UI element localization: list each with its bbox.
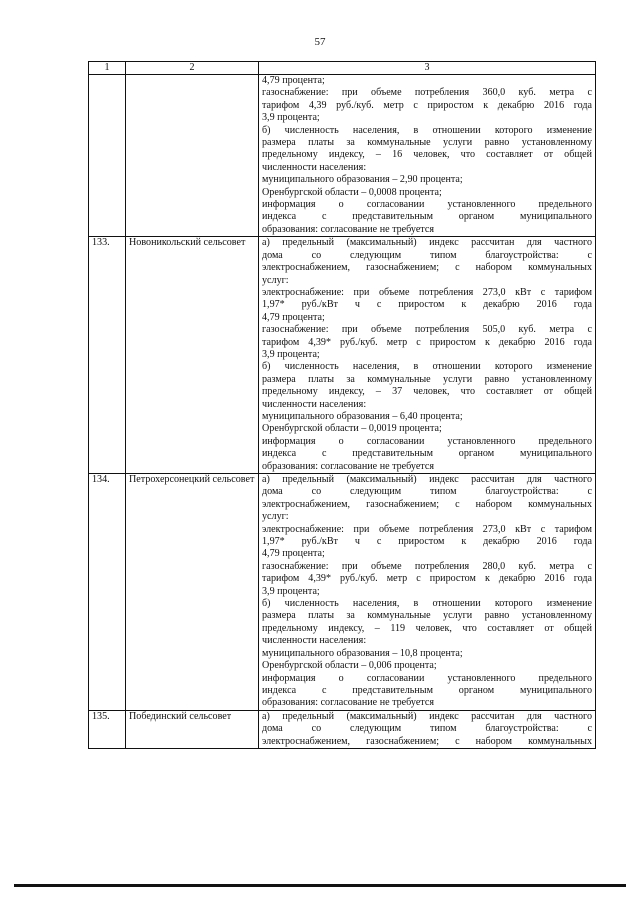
column-header: 1 <box>89 62 126 75</box>
settlement-name: Побединский сельсовет <box>126 710 259 748</box>
description-line: дома со следующим типом благоустройства: с <box>262 249 592 261</box>
description-line: газоснабжение: при объеме потребления 360,0 куб. метра с <box>262 87 592 99</box>
page-number: 57 <box>314 36 326 48</box>
description-line: электроснабжением, газоснабжением; с набором коммунальных <box>262 735 592 747</box>
description-line: электроснабжением, газоснабжением; с набором коммунальных <box>262 262 592 274</box>
description-line: информация о согласовании установленного предельного <box>262 435 592 447</box>
table-row <box>89 237 596 474</box>
description-line: услуг: <box>262 274 289 286</box>
description-line: Оренбургской области – 0,0008 процента; <box>262 186 442 198</box>
description-line: образования: согласование не требуется <box>262 460 434 472</box>
description-line: предельному индексу, – 37 человек, что составляет от общей <box>262 386 592 398</box>
description-line: индекса с представительным органом муниципального <box>262 448 592 460</box>
description-line: тарифом 4,39* руб./куб. метр с приростом к декабрю 2016 года <box>262 336 592 348</box>
description-line: а) предельный (максимальный) индекс рассчитан для частного <box>262 474 592 485</box>
description-line: информация о согласовании установленного предельного <box>262 672 592 684</box>
description-line: 4,79 процента; <box>262 75 325 86</box>
index-description <box>259 474 596 711</box>
row-number <box>89 75 126 237</box>
footer-rule <box>14 884 626 887</box>
description-line: размера платы за коммунальные услуги равно установленному <box>262 373 592 385</box>
description-line: 1,97* руб./кВт ч с приростом к декабрю 2016 года <box>262 536 592 548</box>
description-line: Оренбургской области – 0,006 процента; <box>262 660 437 672</box>
description-line: электроснабжением, газоснабжением; с набором коммунальных <box>262 498 592 510</box>
row-number: 135. <box>89 710 126 748</box>
description-line: муниципального образования – 10,8 процента; <box>262 647 463 659</box>
description-line: газоснабжение: при объеме потребления 505,0 куб. метра с <box>262 324 592 336</box>
description-line: а) предельный (максимальный) индекс рассчитан для частного <box>262 237 592 249</box>
description-line: индекса с представительным органом муниципального <box>262 211 592 223</box>
description-line: а) предельный (максимальный) индекс рассчитан для частного <box>262 710 592 722</box>
description-line: б) численность населения, в отношении которого изменение <box>262 361 592 373</box>
description-line: образования: согласование не требуется <box>262 223 434 235</box>
description-line: Оренбургской области – 0,0019 процента; <box>262 423 442 435</box>
description-line: 1,97* руб./кВт ч с приростом к декабрю 2016 года <box>262 299 592 311</box>
description-line: 4,79 процента; <box>262 548 325 560</box>
index-description <box>259 75 596 237</box>
index-description <box>259 237 596 474</box>
description-line: образования: согласование не требуется <box>262 697 434 709</box>
description-line: 4,79 процента; <box>262 311 325 323</box>
row-number: 134. <box>89 474 126 711</box>
description-line: б) численность населения, в отношении которого изменение <box>262 598 592 610</box>
table-row <box>89 710 596 748</box>
description-line: численности населения: <box>262 398 367 410</box>
description-line: 3,9 процента; <box>262 348 320 360</box>
description-line: услуг: <box>262 511 289 523</box>
description-line: электроснабжение: при объеме потребления 273,0 кВт с тарифом <box>262 286 592 298</box>
description-line: муниципального образования – 6,40 процента; <box>262 410 463 422</box>
index-table <box>88 61 596 749</box>
description-line: электроснабжение: при объеме потребления 273,0 кВт с тарифом <box>262 523 592 535</box>
description-line: дома со следующим типом благоустройства: с <box>262 723 592 735</box>
description-line: размера платы за коммунальные услуги равно установленному <box>262 610 592 622</box>
description-line: размера платы за коммунальные услуги равно установленному <box>262 137 592 149</box>
table-body <box>89 75 596 749</box>
description-line: численности населения: <box>262 635 367 647</box>
settlement-name: Новоникольский сельсовет <box>126 237 259 474</box>
column-header: 3 <box>259 62 596 75</box>
description-line: муниципального образования – 2,90 процента; <box>262 174 463 186</box>
description-line: дома со следующим типом благоустройства: с <box>262 486 592 498</box>
description-line: предельному индексу, – 16 человек, что составляет от общей <box>262 149 592 161</box>
description-line: газоснабжение: при объеме потребления 280,0 куб. метра с <box>262 560 592 572</box>
settlement-name: Петрохерсонецкий сельсовет <box>126 474 259 711</box>
description-line: б) численность населения, в отношении которого изменение <box>262 124 592 136</box>
description-line: 3,9 процента; <box>262 585 320 597</box>
row-number: 133. <box>89 237 126 474</box>
column-header: 2 <box>126 62 259 75</box>
settlement-name <box>126 75 259 237</box>
description-line: тарифом 4,39* руб./куб. метр с приростом к декабрю 2016 года <box>262 573 592 585</box>
description-line: информация о согласовании установленного предельного <box>262 199 592 211</box>
table-row <box>89 75 596 237</box>
description-line: численности населения: <box>262 161 367 173</box>
description-line: предельному индексу, – 119 человек, что составляет от общей <box>262 622 592 634</box>
index-description <box>259 710 596 748</box>
table-header-row <box>89 62 596 75</box>
description-line: 3,9 процента; <box>262 112 320 124</box>
description-line: тарифом 4,39 руб./куб. метр с приростом к декабрю 2016 года <box>262 99 592 111</box>
table-row <box>89 474 596 711</box>
description-line: индекса с представительным органом муниципального <box>262 684 592 696</box>
